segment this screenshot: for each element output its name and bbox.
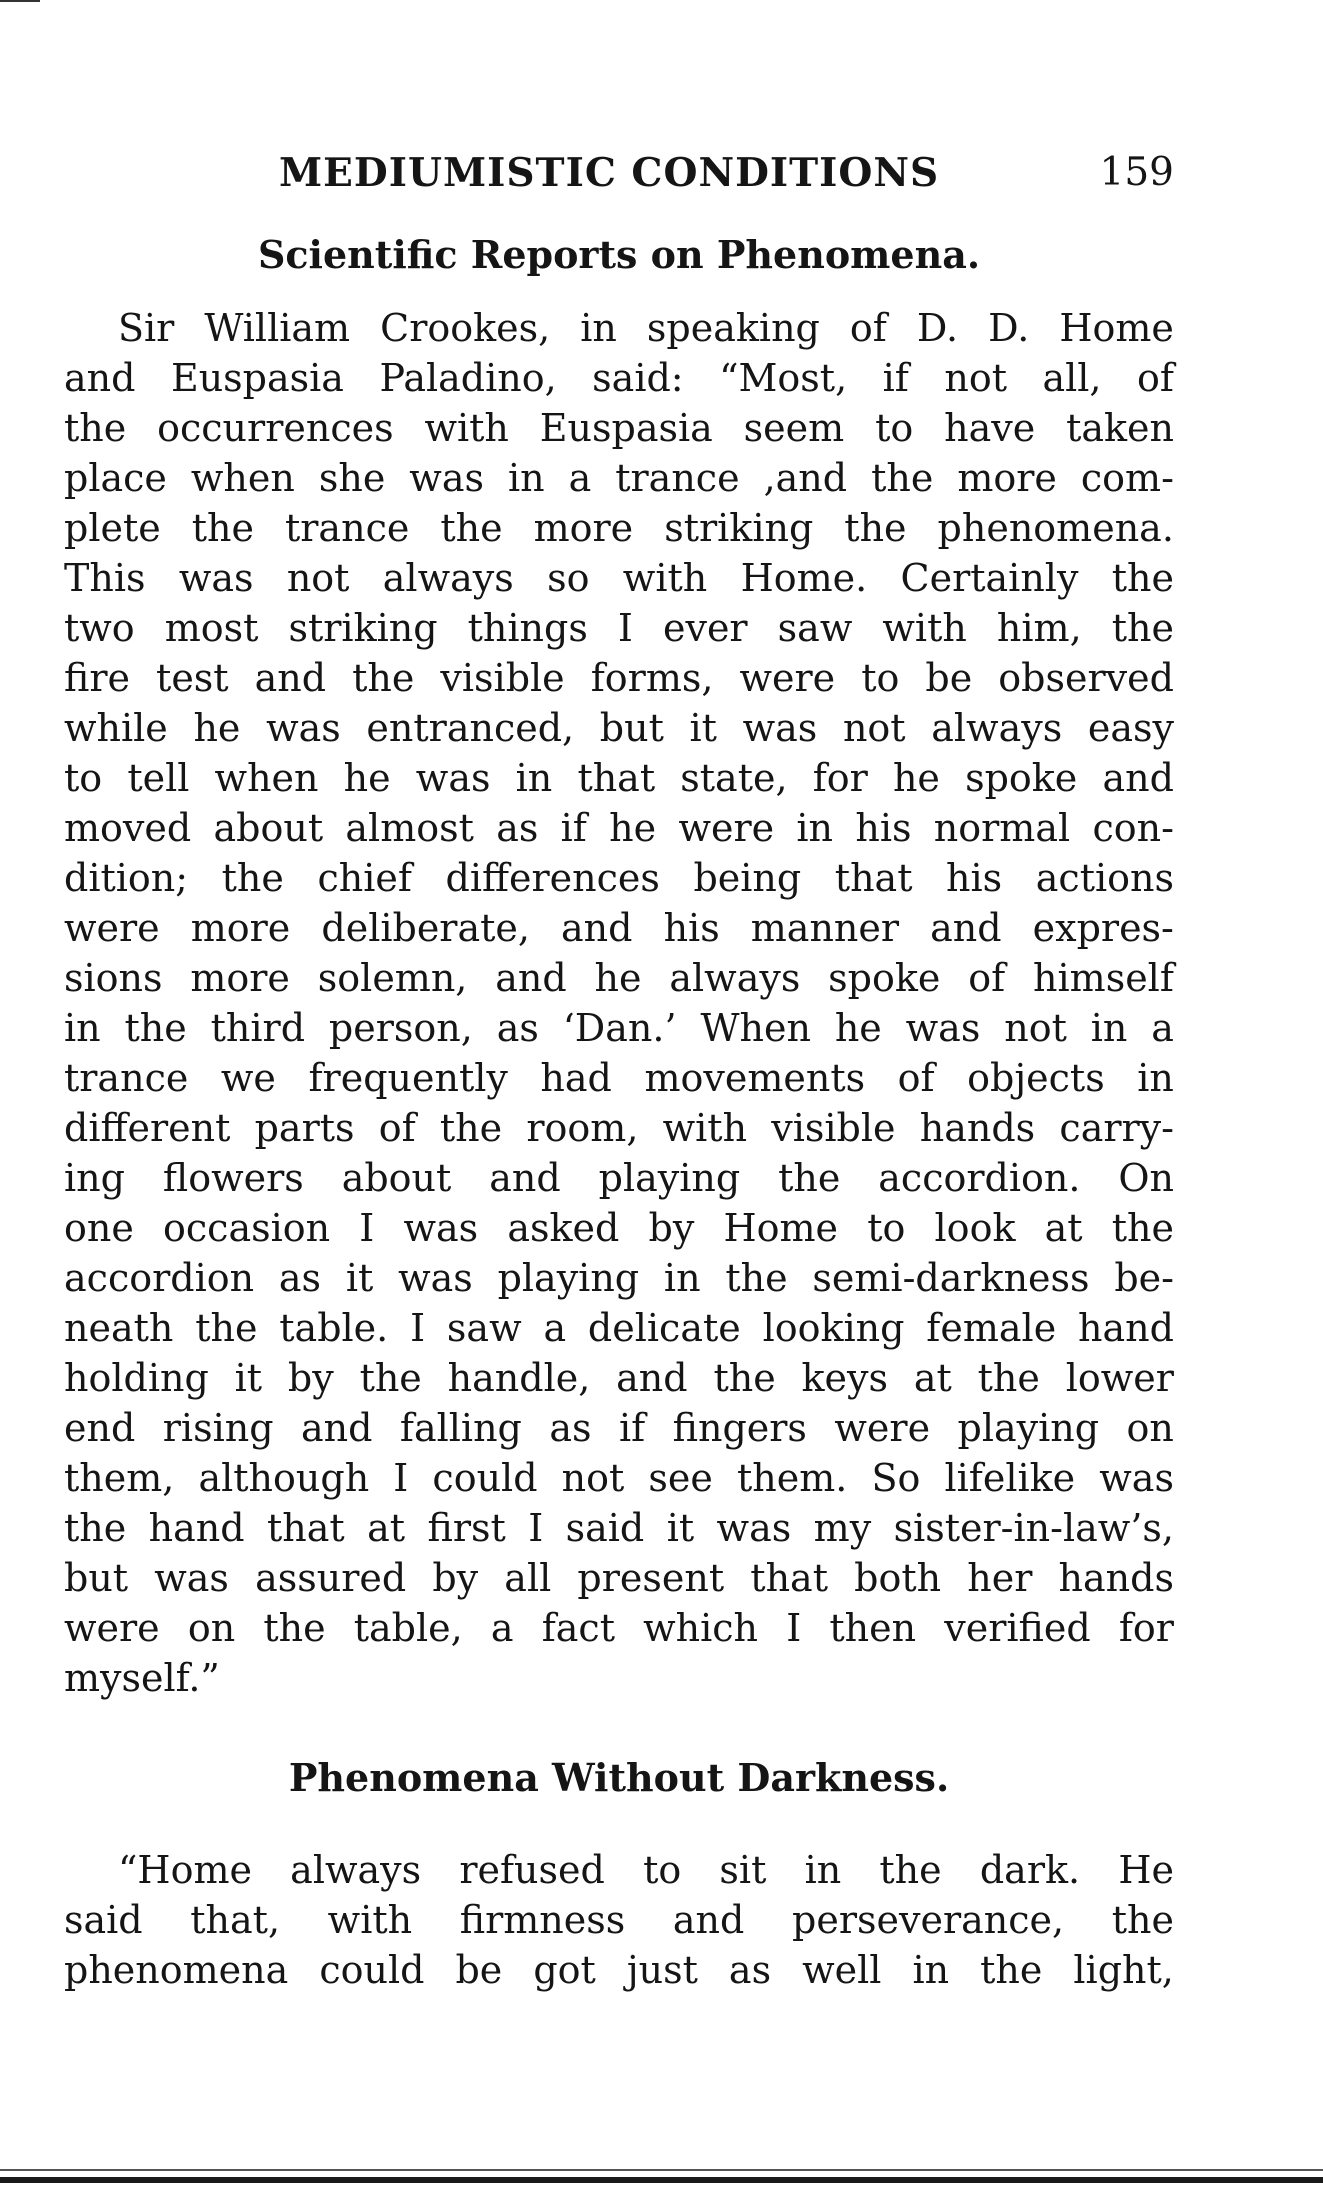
text-line: two most striking things I ever saw with him, the bbox=[64, 606, 1174, 650]
text-line: “Home always refused to sit in the dark. He bbox=[118, 1848, 1174, 1892]
text-line: holding it by the handle, and the keys at the lower bbox=[64, 1356, 1174, 1400]
section-title-phenomena-without-darkness: Phenomena Without Darkness. bbox=[288, 1755, 950, 1800]
text-line: dition; the chief differences being that his actions bbox=[64, 856, 1174, 900]
text-line: place when she was in a trance ,and the more com- bbox=[64, 456, 1174, 500]
text-line: but was assured by all present that both her hands bbox=[64, 1556, 1174, 1600]
text-line: fire test and the visible forms, were to be observed bbox=[64, 656, 1174, 700]
scan-corner-mark bbox=[0, 0, 40, 2]
text-line: and Euspasia Paladino, said: “Most, if not all, of bbox=[64, 356, 1174, 400]
text-line: moved about almost as if he were in his normal con- bbox=[64, 806, 1174, 850]
text-line: trance we frequently had movements of objects in bbox=[64, 1056, 1174, 1100]
text-line: to tell when he was in that state, for he spoke and bbox=[64, 756, 1174, 800]
bottom-rule-thick bbox=[0, 2177, 1323, 2183]
text-line: different parts of the room, with visible hands carry- bbox=[64, 1106, 1174, 1150]
text-line: myself.” bbox=[64, 1656, 220, 1700]
text-line: were more deliberate, and his manner and expres- bbox=[64, 906, 1174, 950]
text-line: accordion as it was playing in the semi-darkness be- bbox=[64, 1256, 1174, 1300]
text-line: said that, with firmness and perseverance, the bbox=[64, 1898, 1174, 1942]
running-head: MEDIUMISTIC CONDITIONS bbox=[279, 150, 940, 196]
text-line: sions more solemn, and he always spoke of himself bbox=[64, 956, 1174, 1000]
text-line: neath the table. I saw a delicate looking female hand bbox=[64, 1306, 1174, 1350]
text-line: This was not always so with Home. Certainly the bbox=[64, 556, 1174, 600]
paragraph-crookes-quote bbox=[64, 303, 1174, 1703]
text-line: while he was entranced, but it was not always easy bbox=[64, 706, 1174, 750]
text-line: them, although I could not see them. So lifelike was bbox=[64, 1456, 1174, 1500]
text-line: phenomena could be got just as well in the light, bbox=[64, 1948, 1174, 1992]
page-header bbox=[64, 150, 1174, 210]
bottom-rule-thin bbox=[0, 2169, 1323, 2171]
text-line: ing flowers about and playing the accordion. On bbox=[64, 1156, 1174, 1200]
text-line: were on the table, a fact which I then verified for bbox=[64, 1606, 1174, 1650]
text-line: Sir William Crookes, in speaking of D. D. Home bbox=[118, 306, 1174, 350]
text-line: end rising and falling as if fingers were playing on bbox=[64, 1406, 1174, 1450]
text-line: one occasion I was asked by Home to look at the bbox=[64, 1206, 1174, 1250]
paragraph-home-refused-dark bbox=[64, 1845, 1174, 1995]
text-line: in the third person, as ‘Dan.’ When he was not in a bbox=[64, 1006, 1174, 1050]
section-title-scientific-reports: Scientific Reports on Phenomena. bbox=[257, 232, 981, 277]
page-number: 159 bbox=[1099, 150, 1174, 195]
text-line: the hand that at first I said it was my sister-in-law’s, bbox=[64, 1506, 1174, 1550]
text-line: plete the trance the more striking the phenomena. bbox=[64, 506, 1174, 550]
text-line: the occurrences with Euspasia seem to have taken bbox=[64, 406, 1174, 450]
